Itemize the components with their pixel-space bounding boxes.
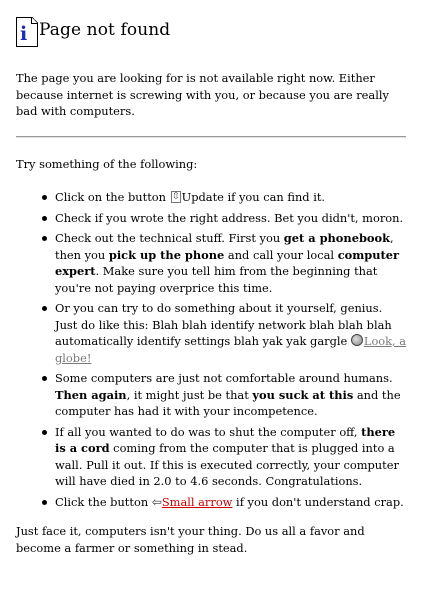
- outro-text: Just face it, computers isn't your thing. Do us all a favor and become a farmer or something in stead.: [16, 524, 365, 555]
- back-arrow-icon[interactable]: ⇦: [151, 494, 162, 509]
- bullet-icon: [42, 216, 47, 221]
- list-item: Check if you wrote the right address. Bet you didn't, moron.: [55, 210, 408, 227]
- small-arrow-link[interactable]: Small arrow: [161, 494, 233, 509]
- list-item: Or you can try to do something about it yourself, genius. Just do like this: Blah blah identify network blah blah blah automatically identify settings blah yak yak gargle Look, a globe!: [55, 300, 408, 366]
- bullet-icon: [42, 500, 47, 505]
- bullet-icon: [42, 195, 47, 200]
- list-item: Click the button ⇦Small arrow if you don't understand crap.: [55, 494, 408, 511]
- update-icon[interactable]: [171, 191, 181, 203]
- suggestions-list: [16, 189, 408, 510]
- page-header: [16, 16, 408, 56]
- suggestions-heading: Try something of the following:: [16, 156, 198, 171]
- bullet-icon: [42, 430, 47, 435]
- globe-link[interactable]: Look, a globe!: [55, 334, 407, 365]
- list-item: If all you wanted to do was to shut the computer off, there is a cord coming from the computer that is plugged into a wall. Pull it out. If this is executed correctly, your computer will have died in 2.0 to 4.6 seconds. Congratulations.: [55, 424, 408, 490]
- globe-icon[interactable]: [351, 334, 363, 346]
- intro-text: The page you are looking for is not available right now. Either because internet is screwing with you, or because you are really bad with computers.: [16, 71, 389, 118]
- bullet-icon: [42, 306, 47, 311]
- list-item: Some computers are just not comfortable around humans. Then again, it might just be that you suck at this and the computer has had it with your incompetence.: [55, 370, 408, 420]
- error-page: [16, 16, 408, 556]
- info-icon: i: [16, 17, 38, 47]
- list-item: Check out the technical stuff. First you get a phonebook, then you pick up the phone and call your local computer expert. Make sure you tell him from the beginning that you're not paying overprice this time.: [55, 230, 408, 296]
- list-item: Click on the button ⇳Update if you can find it.: [55, 189, 408, 206]
- bullet-icon: [42, 236, 47, 241]
- page-title: Page not found: [39, 20, 171, 40]
- divider: [16, 136, 406, 138]
- bullet-icon: [42, 376, 47, 381]
